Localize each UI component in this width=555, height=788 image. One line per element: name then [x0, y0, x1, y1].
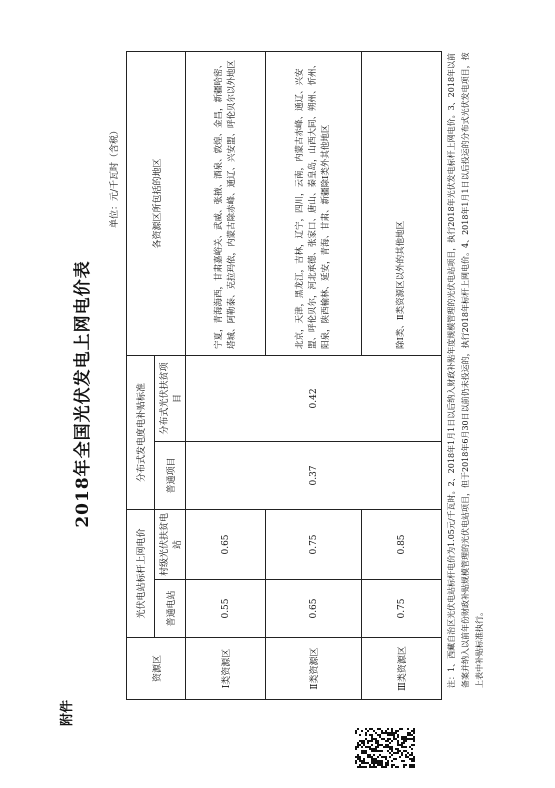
normal-price-cell: 0.65: [266, 580, 362, 638]
header-zone: 资源区: [127, 638, 186, 700]
header-normal-project: 普通项目: [155, 441, 186, 509]
normal-price-cell: 0.55: [186, 580, 266, 638]
attachment-label: 附件: [60, 699, 75, 726]
table-row: [186, 51, 266, 699]
footnote: 注：1、西藏自治区光伏电站标杆电价为1.05元/千瓦时。2、2018年1月1日以后纳入财政补贴年度规模管理的光伏电站项目，执行2018年光伏发电标杆上网电价。3、2018年以前备案并纳入以前年份财政补贴规模管理的光伏电站项目，但于2018年6月30日以前仍未投运的，执行2018年标杆上网电价。4、2018年1月1日以后投运的分布式光伏发电项目，按上表中补贴标准执行。: [447, 52, 484, 688]
distributed-poverty-cell: 0.42: [186, 355, 442, 441]
unit-label: 单位：元/千瓦时（含税）: [110, 125, 120, 228]
header-normal-station: 普通电站: [155, 580, 186, 638]
zone-cell: Ⅰ类资源区: [186, 638, 266, 700]
distributed-normal-cell: 0.37: [186, 441, 442, 509]
village-price-cell: 0.85: [362, 509, 442, 579]
regions-cell: 除Ⅰ类、Ⅱ类资源区以外的其他地区: [362, 51, 442, 355]
header-regions: 各资源区所包括的地区: [127, 51, 186, 355]
zone-cell: Ⅱ类资源区: [266, 638, 362, 700]
village-price-cell: 0.75: [266, 509, 362, 579]
header-distributed-poverty: 分布式光伏扶贫项目: [155, 355, 186, 441]
price-table: [126, 51, 442, 700]
zone-cell: Ⅲ类资源区: [362, 638, 442, 700]
header-distributed: 分布式发电度电补贴标准: [127, 355, 155, 509]
qr-code-image: [355, 728, 415, 768]
regions-cell: 宁夏，青海海西，甘肃嘉峪关、武威、张掖、酒泉、敦煌、金昌，新疆哈密、塔城、阿勒泰、克拉玛依，内蒙古除赤峰、通辽、兴安盟、呼伦贝尔以外地区: [186, 51, 266, 355]
normal-price-cell: 0.75: [362, 580, 442, 638]
regions-cell: 北京，天津，黑龙江，吉林，辽宁，四川，云南，内蒙古赤峰、通辽、兴安盟、呼伦贝尔，河北承德、张家口、唐山、秦皇岛，山西大同、朔州、忻州、阳泉，陕西榆林、延安，青海、甘肃、新疆除Ⅰ类外其他地区: [266, 51, 362, 355]
header-village-poverty: 村级光伏扶贫电站: [155, 509, 186, 579]
village-price-cell: 0.65: [186, 509, 266, 579]
header-pv-station: 光伏电站标杆上网电价: [127, 509, 155, 637]
page-title: 2018年全国光伏发电上网电价表: [73, 260, 93, 528]
